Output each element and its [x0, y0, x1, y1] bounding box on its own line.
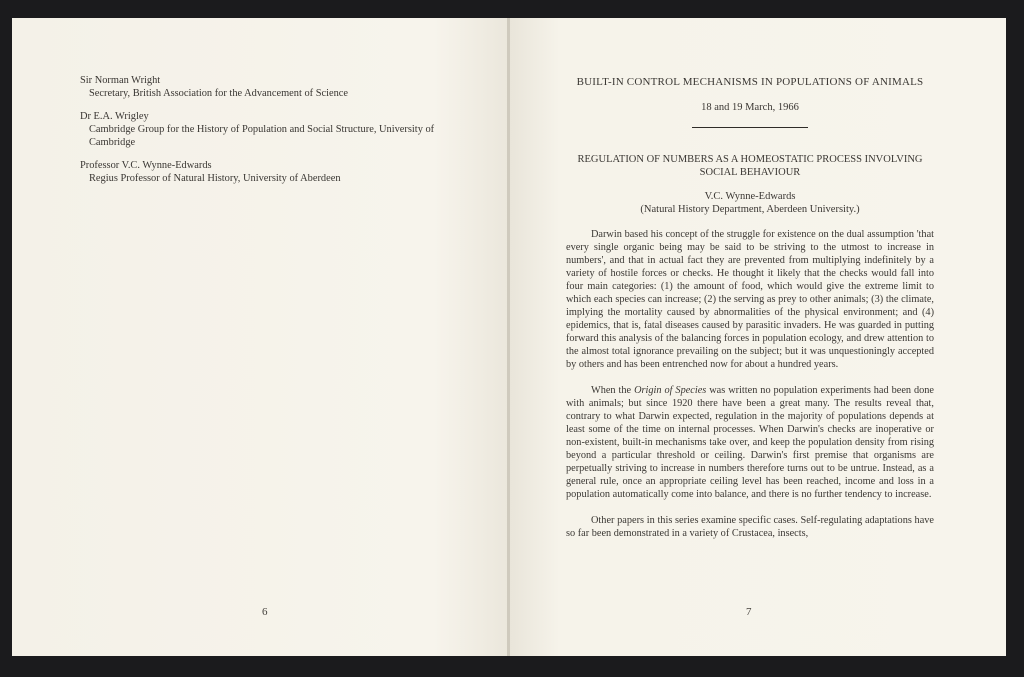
conference-date: 18 and 19 March, 1966 — [701, 102, 799, 113]
paragraph-text: When the — [591, 385, 635, 396]
member-role: Regius Professor of Natural History, University of Aberdeen — [89, 173, 341, 184]
member-entry — [80, 74, 480, 100]
paper-title: REGULATION OF NUMBERS AS A HOMEOSTATIC PROCESS INVOLVING SOCIAL BEHAVIOUR — [577, 154, 923, 178]
divider-rule — [692, 127, 808, 128]
member-name: Professor V.C. Wynne-Edwards — [80, 160, 212, 171]
conference-title: BUILT-IN CONTROL MECHANISMS IN POPULATIONS OF ANIMALS — [576, 76, 924, 88]
member-name: Sir Norman Wright — [80, 75, 161, 86]
author-affiliation: (Natural History Department, Aberdeen University.) — [640, 204, 860, 215]
body-paragraph-2 — [566, 384, 934, 501]
right-page-content — [566, 76, 934, 553]
member-entry — [80, 110, 480, 149]
member-name: Dr E.A. Wrigley — [80, 111, 149, 122]
body-paragraph-3: Other papers in this series examine specific cases. Self-regulating adaptations have so far been demonstrated in a variety of Crustacea, insects, — [566, 515, 934, 539]
page-number-left: 6 — [262, 606, 268, 618]
author-name: V.C. Wynne-Edwards — [704, 191, 796, 202]
left-page — [12, 18, 508, 656]
page-number-right: 7 — [746, 606, 752, 618]
member-list — [80, 74, 480, 195]
paragraph-text: was written no population experiments had been done with animals; but since 1920 there have been a great many. The results reveal that, contrary to what Darwin expected, regulation in the majority of populations depends at least some of the time on internal processes. When Darwin's checks are inoperative or non-existent, built-in mechanisms take over, and keep the population density from rising beyond a particular threshold or ceiling. Darwin's first premise that organisms are perpetually striving to increase in numbers therefore turns out to be untrue. Instead, as a general rule, once an appropriate ceiling level has been reached, income and loss in a population automatically come into balance, and there is no further tendency to increase. — [566, 385, 934, 500]
member-role: Cambridge Group for the History of Population and Social Structure, University of Cambridge — [89, 124, 435, 148]
member-entry — [80, 159, 480, 185]
right-page — [510, 18, 1006, 656]
member-role: Secretary, British Association for the Advancement of Science — [89, 88, 349, 99]
author-block — [566, 190, 934, 216]
book-title-italic: Origin of Species — [634, 385, 707, 396]
body-paragraph-1: Darwin based his concept of the struggle for existence on the dual assumption 'that every single organic being may be said to be striving to the utmost to increase in numbers', and that in actual fact they are prevented from multiplying indefinitely by a variety of hostile forces or checks. He thought it likely that the checks would fall into four main categories: (1) the amount of food, which would give the extreme limit to which each species can increase; (2) the serving as prey to other animals; (3) the climate, implying the mortality caused by abnormalities of the physical environment; and (4) epidemics, that is, fatal diseases caused by parasitic invaders. He was guarded in putting forward this analysis of the balancing forces in population ecology, and drew attention to the almost total ignorance prevailing on the subject; but it was unquestioningly accepted by others and has been entrenched now for about a hundred years. — [566, 229, 934, 370]
